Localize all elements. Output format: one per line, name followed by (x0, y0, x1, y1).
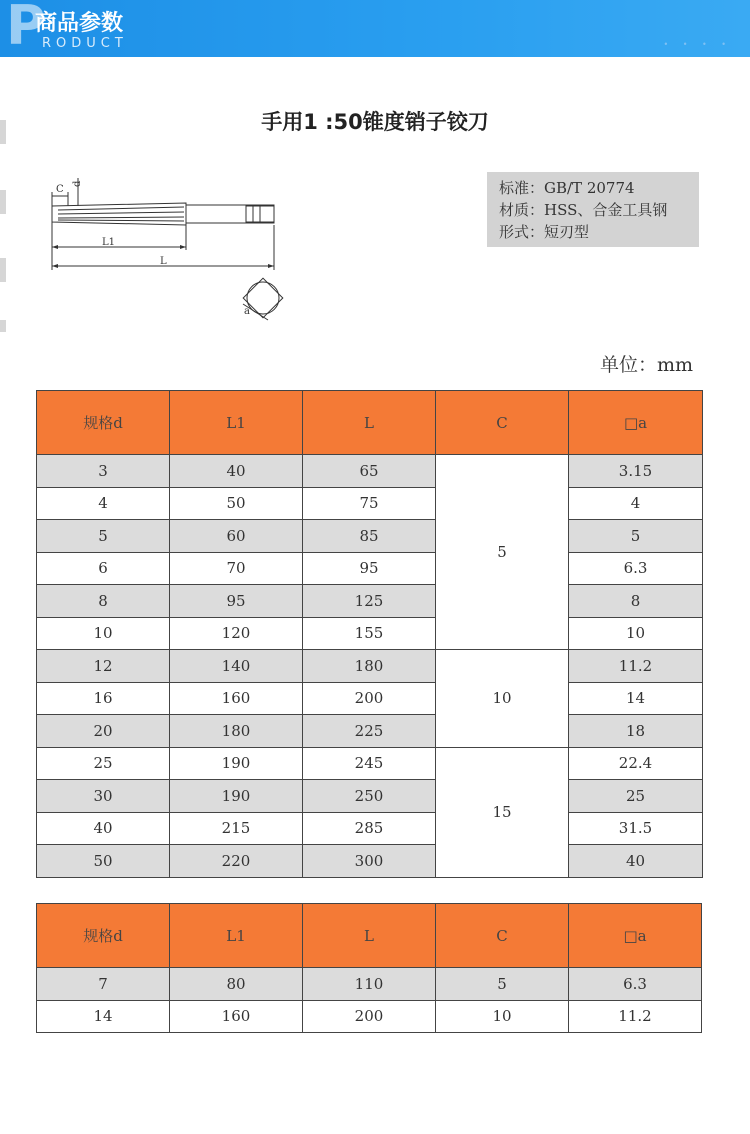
cell-a: 10 (569, 617, 703, 650)
cell-l1: 95 (170, 585, 303, 618)
table-row (37, 747, 703, 780)
dim-label-a: a (244, 306, 250, 317)
cell-l1: 70 (170, 552, 303, 585)
cell-d: 12 (37, 650, 170, 683)
cell-l: 250 (303, 780, 436, 813)
cell-l: 125 (303, 585, 436, 618)
spec-table-extra (36, 903, 702, 1033)
edge-mark (0, 190, 6, 214)
cell-l: 285 (303, 812, 436, 845)
header-cell-l1: L1 (170, 391, 303, 455)
cell-a: 4 (569, 487, 703, 520)
table-row (37, 617, 703, 650)
cell-d: 40 (37, 812, 170, 845)
edge-mark (0, 258, 6, 282)
cell-l1: 140 (170, 650, 303, 683)
cell-l: 95 (303, 552, 436, 585)
cell-l: 75 (303, 487, 436, 520)
header-cell-l: L (303, 904, 436, 968)
cell-l1: 50 (170, 487, 303, 520)
cell-a: 18 (569, 715, 703, 748)
cell-d: 6 (37, 552, 170, 585)
cell-a: 14 (569, 682, 703, 715)
cell-l1: 160 (170, 1000, 303, 1033)
cell-l1: 120 (170, 617, 303, 650)
header-cell-c: C (436, 904, 569, 968)
cell-d: 30 (37, 780, 170, 813)
dim-label-l: L (160, 256, 167, 267)
cell-d: 4 (37, 487, 170, 520)
cell-d: 3 (37, 455, 170, 488)
cell-l1: 190 (170, 747, 303, 780)
cell-l: 155 (303, 617, 436, 650)
cell-d: 50 (37, 845, 170, 878)
table-row (37, 1000, 702, 1033)
cell-c: 5 (436, 968, 569, 1001)
cell-c-group: 10 (436, 650, 569, 748)
cell-a: 11.2 (569, 1000, 702, 1033)
table-row (37, 552, 703, 585)
table-header-row (37, 904, 702, 968)
logo-letter: P (6, 0, 46, 57)
table-header-row (37, 391, 703, 455)
cell-l: 180 (303, 650, 436, 683)
table-row (37, 968, 702, 1001)
cell-l: 300 (303, 845, 436, 878)
table-row (37, 780, 703, 813)
cell-l1: 80 (170, 968, 303, 1001)
header-cell-a: □a (569, 391, 703, 455)
header-cell-l1: L1 (170, 904, 303, 968)
section-subtitle: RODUCT (42, 36, 128, 51)
cell-l: 110 (303, 968, 436, 1001)
cell-l1: 40 (170, 455, 303, 488)
cell-a: 22.4 (569, 747, 703, 780)
table-row (37, 715, 703, 748)
cell-a: 40 (569, 845, 703, 878)
cell-c-group: 15 (436, 747, 569, 877)
cell-d: 8 (37, 585, 170, 618)
spec-info-box (487, 172, 699, 247)
header-cell-d: 规格d (37, 391, 170, 455)
cell-a: 3.15 (569, 455, 703, 488)
cell-a: 25 (569, 780, 703, 813)
cell-d: 5 (37, 520, 170, 553)
dim-label-l1: L1 (102, 237, 116, 248)
cell-c: 10 (436, 1000, 569, 1033)
cell-d: 16 (37, 682, 170, 715)
standard-text: 标准：GB/T 20774 (499, 179, 635, 197)
cell-c-group: 5 (436, 455, 569, 650)
material-text: 材质：HSS、合金工具钢 (499, 201, 668, 219)
table-row (37, 650, 703, 683)
header-cell-l: L (303, 391, 436, 455)
cell-a: 5 (569, 520, 703, 553)
header-cell-c: C (436, 391, 569, 455)
table-row (37, 845, 703, 878)
product-title: 手用1 :50锥度销子铰刀 (261, 110, 489, 134)
cell-l: 200 (303, 682, 436, 715)
cell-l: 225 (303, 715, 436, 748)
cell-a: 6.3 (569, 968, 702, 1001)
cell-d: 20 (37, 715, 170, 748)
form-text: 形式：短刃型 (499, 223, 590, 241)
table-row (37, 455, 703, 488)
cell-l: 85 (303, 520, 436, 553)
decorative-dots: • • • • (663, 40, 732, 49)
cell-l1: 180 (170, 715, 303, 748)
cell-a: 31.5 (569, 812, 703, 845)
table-row (37, 812, 703, 845)
header-banner (0, 0, 750, 57)
cell-l: 245 (303, 747, 436, 780)
table-row (37, 682, 703, 715)
cell-l: 200 (303, 1000, 436, 1033)
header-cell-a: □a (569, 904, 702, 968)
cell-l1: 190 (170, 780, 303, 813)
header-cell-d: 规格d (37, 904, 170, 968)
edge-mark (0, 320, 6, 332)
cell-l1: 160 (170, 682, 303, 715)
cell-a: 6.3 (569, 552, 703, 585)
cell-d: 14 (37, 1000, 170, 1033)
cell-a: 8 (569, 585, 703, 618)
dim-label-c: C (56, 184, 64, 195)
cell-a: 11.2 (569, 650, 703, 683)
table-row (37, 487, 703, 520)
dim-label-d: d (72, 180, 83, 187)
reamer-drawing (38, 170, 288, 330)
cell-l1: 220 (170, 845, 303, 878)
section-title: 商品参数 (35, 11, 124, 36)
cell-d: 7 (37, 968, 170, 1001)
cell-d: 25 (37, 747, 170, 780)
table-row (37, 520, 703, 553)
table-row (37, 585, 703, 618)
cell-l: 65 (303, 455, 436, 488)
cell-l1: 60 (170, 520, 303, 553)
spec-table-main (36, 390, 703, 878)
cell-d: 10 (37, 617, 170, 650)
cell-l1: 215 (170, 812, 303, 845)
unit-label: 单位：mm (600, 354, 694, 376)
